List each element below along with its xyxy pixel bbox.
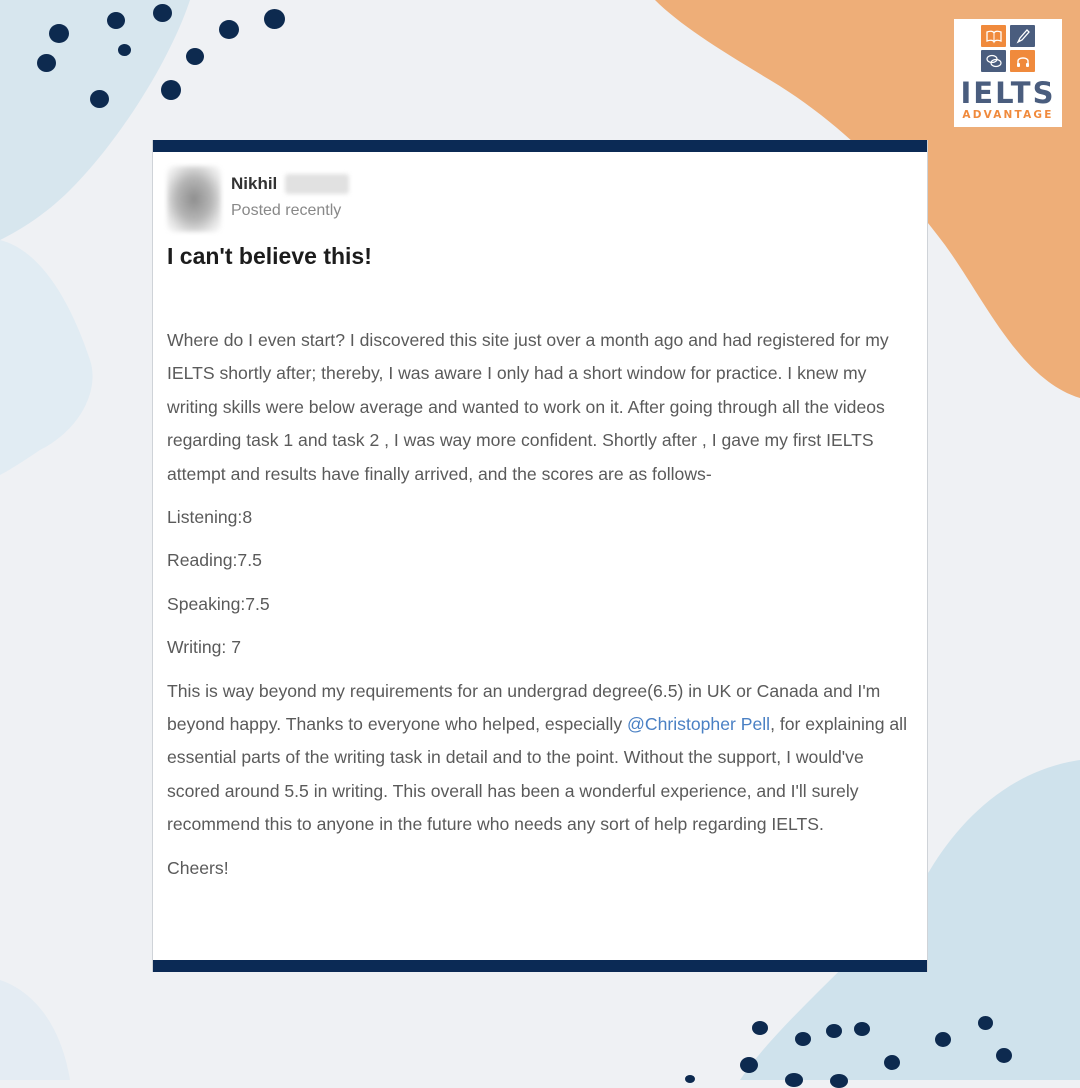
post-body xyxy=(167,324,919,885)
decor-dot xyxy=(826,1024,842,1038)
logo-icon-grid xyxy=(981,25,1035,73)
score-reading: Reading:7.5 xyxy=(167,550,262,571)
decor-dot xyxy=(161,80,181,100)
book-icon xyxy=(981,25,1006,47)
decor-dot xyxy=(186,48,204,65)
decor-dot xyxy=(978,1016,993,1030)
decor-dot xyxy=(49,24,69,43)
avatar xyxy=(167,166,221,232)
decor-dot xyxy=(854,1022,870,1036)
post-signoff: Cheers! xyxy=(167,857,229,878)
decor-dot xyxy=(264,9,285,29)
post-paragraph-intro: Where do I even start? I discovered this site just over a month ago and had registered for my IELTS shortly after; thereby, I was aware I only had a short window for practice. I knew my writing skills were below average and wanted to work on it. After going through all the videos regarding task 1 and task 2 , I was way more confident. Shortly after , I gave my first IELTS attempt and results have finally arrived, and the scores are as follows- xyxy=(167,330,889,484)
author-name: Nikhil xyxy=(231,174,278,193)
decor-dot xyxy=(107,12,125,29)
mention-link[interactable]: @Christopher Pell xyxy=(627,714,771,735)
decor-dot xyxy=(830,1074,848,1088)
score-writing: Writing: 7 xyxy=(167,637,241,658)
blue-watercolor-bottom-left xyxy=(0,980,70,1080)
card-bottom-border xyxy=(153,960,927,972)
decor-dot xyxy=(685,1075,695,1083)
post-title: I can't believe this! xyxy=(167,243,372,269)
decor-dot xyxy=(752,1021,768,1035)
logo-subtitle: ADVANTAGE xyxy=(962,109,1054,121)
decor-dot xyxy=(118,44,131,56)
posted-timestamp: Posted recently xyxy=(231,202,342,219)
score-speaking: Speaking:7.5 xyxy=(167,593,270,614)
decor-dot xyxy=(153,4,172,22)
decor-dot xyxy=(37,54,56,72)
blue-watercolor-left xyxy=(0,240,93,475)
decor-dot xyxy=(219,20,239,39)
ielts-advantage-logo xyxy=(954,19,1062,127)
decor-dot xyxy=(795,1032,811,1046)
thanks-text-before: This is way beyond my requirements for an undergrad degree(6.5) in UK or Canada and I'm beyond happy. Thanks to everyone who helped, especially xyxy=(167,680,881,735)
decor-dot xyxy=(785,1073,803,1087)
card-top-border xyxy=(153,140,927,152)
speech-bubbles-icon xyxy=(981,50,1006,72)
decor-dot xyxy=(996,1048,1012,1063)
testimonial-post-card xyxy=(152,140,928,972)
decor-dot xyxy=(740,1057,758,1073)
score-listening: Listening:8 xyxy=(167,507,253,528)
decor-dot xyxy=(884,1055,900,1070)
decor-dot xyxy=(90,90,109,108)
post-paragraph-thanks xyxy=(167,675,919,842)
decor-dot xyxy=(935,1032,951,1047)
headphones-icon xyxy=(1010,50,1035,72)
author-surname-redacted xyxy=(285,174,349,194)
logo-wordmark: IELTS xyxy=(960,76,1056,110)
pen-icon xyxy=(1010,25,1035,47)
thanks-text-after: , for explaining all essential parts of the writing task in detail and to the point. Without the support, I would've scored around 5.5 in writing. This overall has been a wonderful experience, and I'll surely recommend this to anyone in the future who needs any sort of help regarding IELTS. xyxy=(167,714,907,835)
